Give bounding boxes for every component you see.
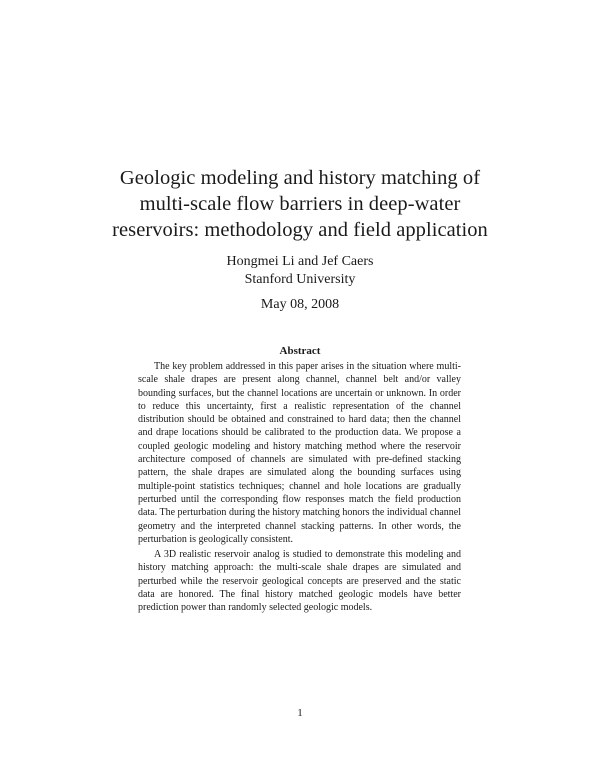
- title-line: multi-scale flow barriers in deep-water: [139, 193, 461, 215]
- author-names: Hongmei Li and Jef Caers: [226, 254, 374, 269]
- page-number: 1: [297, 707, 303, 719]
- title-line: Geologic modeling and history matching of: [119, 167, 481, 189]
- abstract-body: [138, 360, 461, 615]
- author-block: [100, 253, 500, 289]
- abstract-heading: Abstract: [279, 345, 321, 357]
- title-line: reservoirs: methodology and field application: [112, 219, 488, 241]
- paper-title: [60, 165, 540, 243]
- publication-date: May 08, 2008: [260, 297, 340, 312]
- abstract-paragraph: A 3D realistic reservoir analog is studied to demonstrate this modeling and history matching approach: the multi-scale shale drapes are simulated and perturbed while the reservoir geological concepts are preserved and the static data are honored. The final history matched geologic models have better prediction power than randomly selected geologic models.: [138, 549, 461, 614]
- abstract-paragraph: The key problem addressed in this paper arises in the situation where multi-scale shale drapes are present along channel, channel belt and/or valley bounding surfaces, but the channel locations are uncertain or unknown. In order to reduce this uncertainty, first a realistic representation of the channel distribution should be obtained and constrained to hard data; then the channel and drape locations should be calibrated to the production data. We propose a coupled geologic modeling and history matching method where the reservoir architecture composed of channels are simulated with pre-defined stacking pattern, the shale drapes are simulated along the bounding surfaces using multiple-point statistics techniques; channel and hole locations are gradually perturbed until the corresponding flow responses match the field production data. The perturbation during the history matching honors the individual channel geometry and the interpreted channel stacking patterns. In other words, the perturbation is geologically consistent.: [138, 361, 461, 545]
- affiliation: Stanford University: [244, 272, 356, 287]
